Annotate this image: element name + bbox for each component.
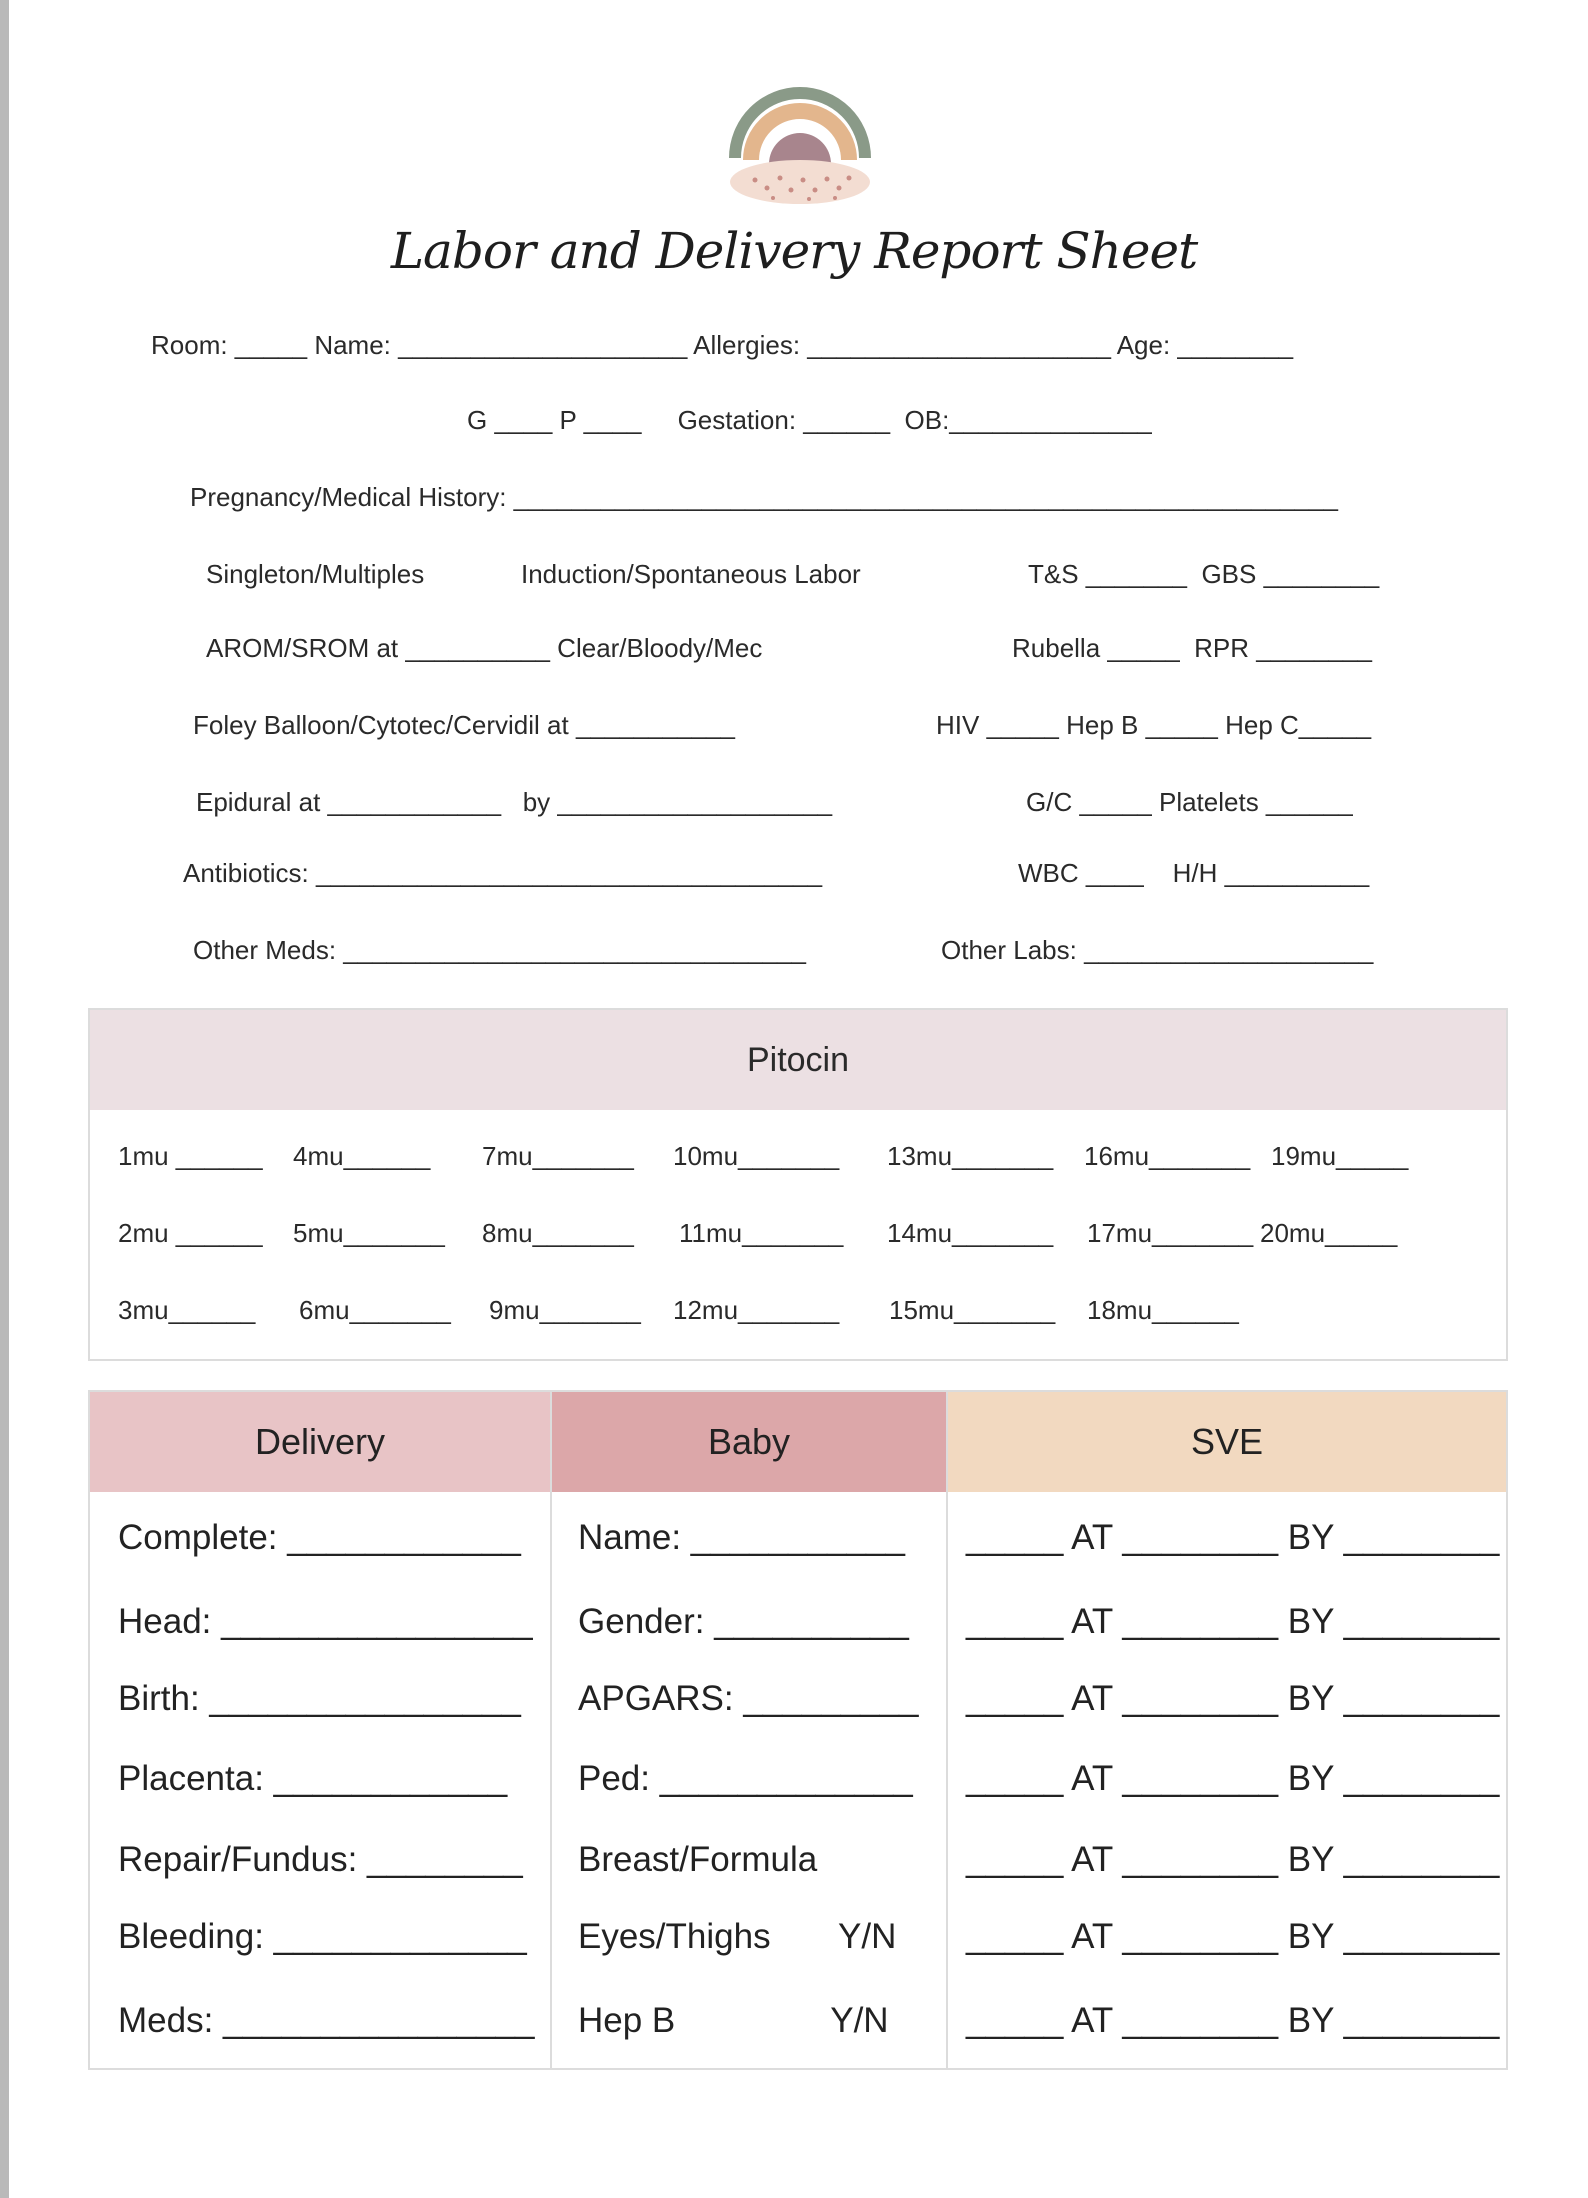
pitocin-12mu[interactable]: 12mu_______: [673, 1295, 840, 1325]
pitocin-17mu[interactable]: 17mu_______: [1087, 1218, 1254, 1248]
sve-row[interactable]: _____ AT ________ BY ________: [966, 1759, 1500, 1798]
sve-row[interactable]: _____ AT ________ BY ________: [966, 1679, 1500, 1718]
pitocin-9mu[interactable]: 9mu_______: [489, 1295, 641, 1325]
delivery-complete[interactable]: Complete: ____________: [118, 1518, 521, 1557]
delivery-header: Delivery: [90, 1392, 550, 1492]
baby-gender[interactable]: Gender: __________: [578, 1602, 909, 1641]
sve-row[interactable]: _____ AT ________ BY ________: [966, 1840, 1500, 1879]
pitocin-header: Pitocin: [90, 1010, 1506, 1110]
pitocin-2mu[interactable]: 2mu ______: [118, 1218, 263, 1248]
gravida-para-gestation-ob-line[interactable]: G ____ P ____ Gestation: ______ OB:______________: [467, 405, 1152, 435]
arom-srom-line[interactable]: AROM/SROM at __________ Clear/Bloody/Mec: [206, 633, 763, 663]
antibiotics-line[interactable]: Antibiotics: ___________________________________: [183, 858, 823, 888]
baby-header: Baby: [552, 1392, 946, 1492]
page-title: Labor and Delivery Report Sheet: [390, 222, 1198, 280]
pitocin-16mu[interactable]: 16mu_______: [1084, 1141, 1251, 1171]
epidural-line[interactable]: Epidural at ____________ by ___________________: [196, 787, 833, 817]
baby-hep-b[interactable]: Hep B Y/N: [578, 2001, 889, 2040]
hiv-hepb-hepc-line[interactable]: HIV _____ Hep B _____ Hep C_____: [936, 710, 1372, 740]
delivery-birth[interactable]: Birth: ________________: [118, 1679, 521, 1718]
wbc-hh-line[interactable]: WBC ____ H/H __________: [1018, 858, 1370, 888]
sve-row[interactable]: _____ AT ________ BY ________: [966, 1602, 1500, 1641]
delivery-placenta[interactable]: Placenta: ____________: [118, 1759, 508, 1798]
pitocin-7mu[interactable]: 7mu_______: [482, 1141, 634, 1171]
sve-header: SVE: [948, 1392, 1506, 1492]
foley-cytotec-cervidil-line[interactable]: Foley Balloon/Cytotec/Cervidil at ___________: [193, 710, 736, 740]
pitocin-14mu[interactable]: 14mu_______: [887, 1218, 1054, 1248]
rubella-rpr-line[interactable]: Rubella _____ RPR ________: [1012, 633, 1372, 663]
other-labs-line[interactable]: Other Labs: ____________________: [941, 935, 1374, 965]
delivery-bleeding[interactable]: Bleeding: _____________: [118, 1917, 527, 1956]
pregnancy-medical-history-line[interactable]: Pregnancy/Medical History: _________________________________________________________: [190, 482, 1338, 512]
gc-platelets-line[interactable]: G/C _____ Platelets ______: [1026, 787, 1353, 817]
baby-ped[interactable]: Ped: _____________: [578, 1759, 913, 1798]
pitocin-20mu[interactable]: 20mu_____: [1260, 1218, 1398, 1248]
column-divider: [550, 1392, 552, 2068]
pitocin-13mu[interactable]: 13mu_______: [887, 1141, 1054, 1171]
pitocin-15mu[interactable]: 15mu_______: [889, 1295, 1056, 1325]
pitocin-8mu[interactable]: 8mu_______: [482, 1218, 634, 1248]
rainbow-icon: [725, 80, 875, 210]
baby-eyes-thighs[interactable]: Eyes/Thighs Y/N: [578, 1917, 897, 1956]
sve-row[interactable]: _____ AT ________ BY ________: [966, 1518, 1500, 1557]
delivery-meds[interactable]: Meds: ________________: [118, 2001, 535, 2040]
pitocin-6mu[interactable]: 6mu_______: [299, 1295, 451, 1325]
pitocin-3mu[interactable]: 3mu______: [118, 1295, 256, 1325]
pitocin-4mu[interactable]: 4mu______: [293, 1141, 431, 1171]
other-meds-line[interactable]: Other Meds: ________________________________: [193, 935, 806, 965]
pitocin-5mu[interactable]: 5mu_______: [293, 1218, 445, 1248]
baby-apgars[interactable]: APGARS: _________: [578, 1679, 919, 1718]
induction-spontaneous-labor: Induction/Spontaneous Labor: [521, 559, 861, 589]
delivery-head[interactable]: Head: ________________: [118, 1602, 533, 1641]
pitocin-1mu[interactable]: 1mu ______: [118, 1141, 263, 1171]
sve-row[interactable]: _____ AT ________ BY ________: [966, 1917, 1500, 1956]
delivery-repair-fundus[interactable]: Repair/Fundus: ________: [118, 1840, 523, 1879]
baby-breast-formula[interactable]: Breast/Formula: [578, 1840, 818, 1879]
sve-row[interactable]: _____ AT ________ BY ________: [966, 2001, 1500, 2040]
page-edge: [0, 0, 9, 2198]
pitocin-18mu[interactable]: 18mu______: [1087, 1295, 1239, 1325]
room-name-allergies-age-line[interactable]: Room: _____ Name: ____________________ Allergies: _____________________ Age: ________: [151, 330, 1294, 360]
pitocin-19mu[interactable]: 19mu_____: [1271, 1141, 1409, 1171]
ts-gbs-line[interactable]: T&S _______ GBS ________: [1028, 559, 1380, 589]
pitocin-section: [88, 1008, 1508, 1361]
column-divider: [946, 1392, 948, 2068]
baby-name[interactable]: Name: ___________: [578, 1518, 905, 1557]
pitocin-11mu[interactable]: 11mu_______: [679, 1218, 844, 1248]
delivery-baby-sve-table: [88, 1390, 1508, 2070]
pitocin-10mu[interactable]: 10mu_______: [673, 1141, 840, 1171]
singleton-multiples: Singleton/Multiples: [206, 559, 425, 589]
